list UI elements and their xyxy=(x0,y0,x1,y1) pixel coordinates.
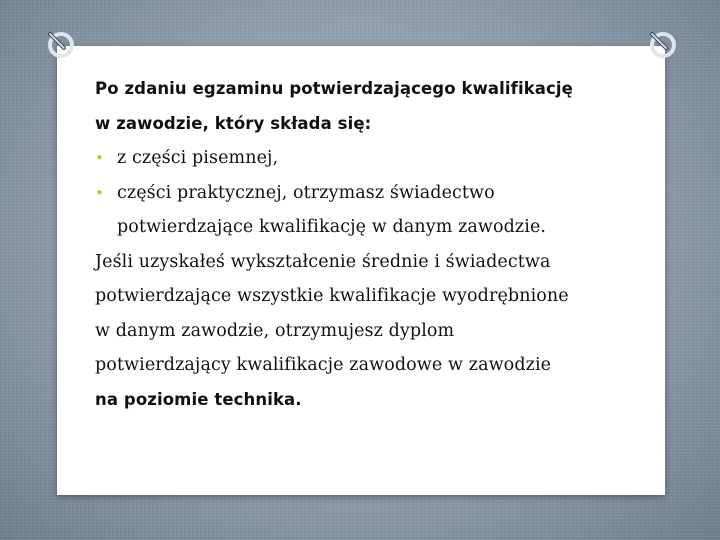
bullet-icon: • xyxy=(95,149,104,167)
heading-line-2: w zawodzie, który składa się: xyxy=(95,113,372,133)
heading-line-1: Po zdaniu egzaminu potwierdzającego kwalifikację xyxy=(95,79,573,98)
bullet-text: z części pisemnej, xyxy=(117,148,279,168)
bullet-item-2-continuation: potwierdzające kwalifikację w danym zawodzie. xyxy=(117,217,547,237)
paragraph-line-3: w danym zawodzie, otrzymujesz dyplom xyxy=(95,320,455,341)
bullet-item-1 xyxy=(95,141,655,176)
paragraph-line-2: potwierdzające wszystkie kwalifikacje wyodrębnione xyxy=(95,286,569,306)
slide-content xyxy=(95,72,655,417)
paragraph-line-1: Jeśli uzyskałeś wykształcenie średnie i świadectwa xyxy=(95,251,551,272)
closing-line: na poziomie technika. xyxy=(95,389,302,409)
bullet-icon: • xyxy=(95,183,104,202)
paragraph-line-4: potwierdzający kwalifikacje zawodowe w zawodzie xyxy=(95,355,552,375)
bullet-item-2 xyxy=(95,176,655,211)
bullet-text: części praktycznej, otrzymasz świadectwo xyxy=(117,182,495,203)
